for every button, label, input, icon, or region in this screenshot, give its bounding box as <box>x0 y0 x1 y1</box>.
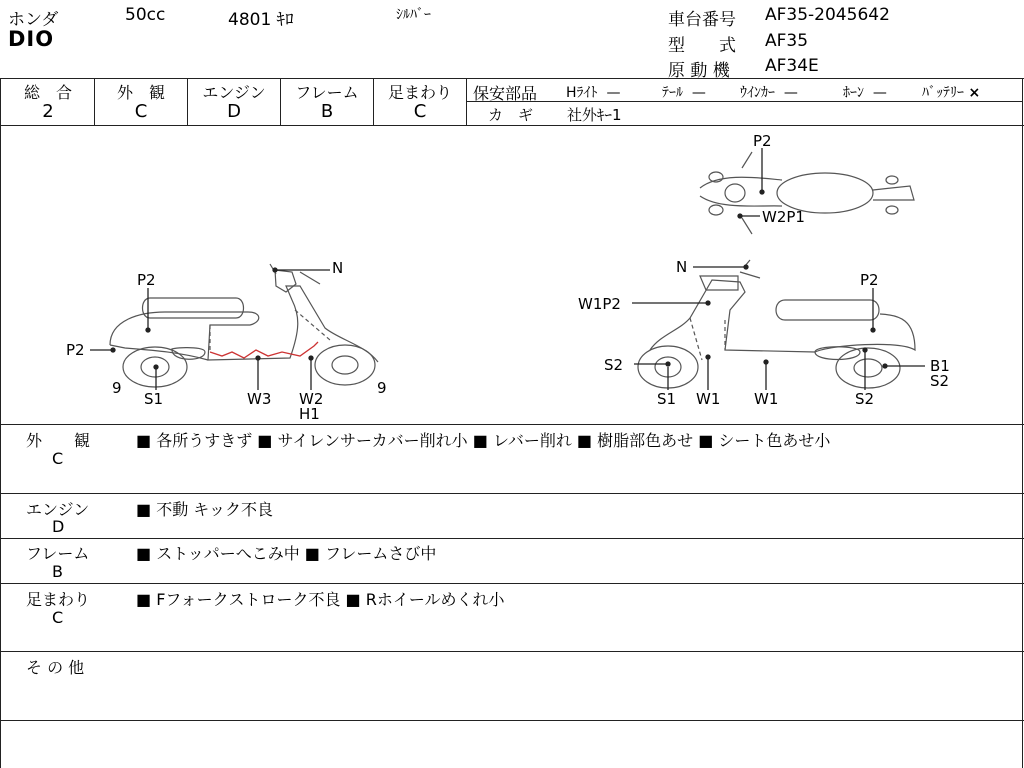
grade-label-engine: エンジン <box>202 83 266 102</box>
marker-right-s1: S1 <box>657 390 677 408</box>
section-grade-exterior: C <box>52 449 64 468</box>
divider <box>0 424 1024 425</box>
grade-value-exterior: C <box>134 101 148 122</box>
marker-left-p2-seat: P2 <box>137 271 156 289</box>
displacement: 50cc <box>125 5 166 25</box>
grade-value-suspension: C <box>413 101 427 122</box>
frame-no: AF35-2045642 <box>765 5 890 25</box>
grade-value-frame: B <box>320 101 334 122</box>
marker-right-w1-front: W1 <box>696 390 721 408</box>
divider <box>0 651 1024 652</box>
marker-right-s2-bottom: S2 <box>855 390 875 408</box>
type-value: AF35 <box>765 31 809 51</box>
marker-left-9-front: 9 <box>377 379 387 397</box>
grade-label-frame: フレーム <box>295 83 359 102</box>
marker-left-s1: S1 <box>144 390 164 408</box>
divider <box>0 493 1024 494</box>
section-grade-suspension: C <box>52 608 64 627</box>
section-label-frame: フレーム <box>26 544 90 563</box>
grade-label-exterior: 外 観 <box>116 83 165 102</box>
safety-label: 保安部品 <box>473 84 538 103</box>
model-name: DIO <box>8 27 55 51</box>
grade-label-overall: 総 合 <box>23 83 72 102</box>
safety-item-battery: ﾊﾞｯﾃﾘｰ × <box>922 85 981 101</box>
marker-left-h1: H1 <box>299 405 320 423</box>
safety-item-horn: ﾎｰﾝ — <box>843 85 887 101</box>
divider <box>0 720 1024 721</box>
key-value: 社外ｷｰ1 <box>567 106 622 124</box>
marker-left-w2: W2 <box>299 390 324 408</box>
engine-label: 原 動 機 <box>668 61 730 81</box>
marker-top-p2: P2 <box>753 132 772 150</box>
grade-value-overall: 2 <box>42 101 54 122</box>
damage-mark <box>210 342 318 358</box>
safety-item-headlight: Hﾗｲﾄ — <box>566 85 621 101</box>
marker-right-s2-rear: S2 <box>930 372 950 390</box>
marker-right-s2-front: S2 <box>604 356 624 374</box>
section-label-exterior: 外 観 <box>26 431 91 450</box>
engine-value: AF34E <box>765 56 819 76</box>
divider <box>0 538 1024 539</box>
grade-value-engine: D <box>227 101 241 122</box>
section-text-exterior: ■ 各所うすきず ■ サイレンサーカバー削れ小 ■ レバー削れ ■ 樹脂部色あせ ■ シート色あせ小 <box>136 431 831 450</box>
marker-top-w2p1: W2P1 <box>762 208 805 226</box>
safety-item-winker: ｳｲﾝｶｰ — <box>740 85 798 101</box>
section-grade-engine: D <box>52 517 65 536</box>
marker-left-n: N <box>332 259 344 277</box>
scooter-diagram <box>0 126 1024 424</box>
divider <box>0 78 1024 79</box>
key-label: カ ギ <box>488 106 534 124</box>
section-label-engine: エンジン <box>26 500 90 519</box>
marker-left-p2-rear: P2 <box>66 341 85 359</box>
divider <box>0 583 1024 584</box>
frame-no-label: 車台番号 <box>668 10 736 30</box>
marker-right-b1: B1 <box>930 357 950 375</box>
section-label-suspension: 足まわり <box>26 590 91 609</box>
section-label-other: そ の 他 <box>26 658 85 677</box>
section-grade-frame: B <box>52 562 63 581</box>
section-text-engine: ■ 不動 キック不良 <box>136 500 273 519</box>
color: ｼﾙﾊﾞｰ <box>396 7 431 23</box>
type-label: 型 式 <box>668 36 736 56</box>
marker-left-9-rear: 9 <box>112 379 122 397</box>
marker-right-w1-center: W1 <box>754 390 779 408</box>
section-text-suspension: ■ Fフォークストローク不良 ■ Rホイールめくれ小 <box>136 590 505 609</box>
marker-right-n: N <box>676 258 688 276</box>
scooter-top-view <box>700 152 914 234</box>
marker-left-w3: W3 <box>247 390 272 408</box>
safety-item-tail: ﾃｰﾙ — <box>662 85 706 101</box>
marker-right-w1p2: W1P2 <box>578 295 621 313</box>
grade-label-suspension: 足まわり <box>387 83 452 102</box>
section-text-frame: ■ ストッパーへこみ中 ■ フレームさび中 <box>136 544 437 563</box>
mileage: 4801 ｷﾛ <box>228 10 294 30</box>
marker-right-p2: P2 <box>860 271 879 289</box>
maker: ホンダ <box>8 10 59 30</box>
